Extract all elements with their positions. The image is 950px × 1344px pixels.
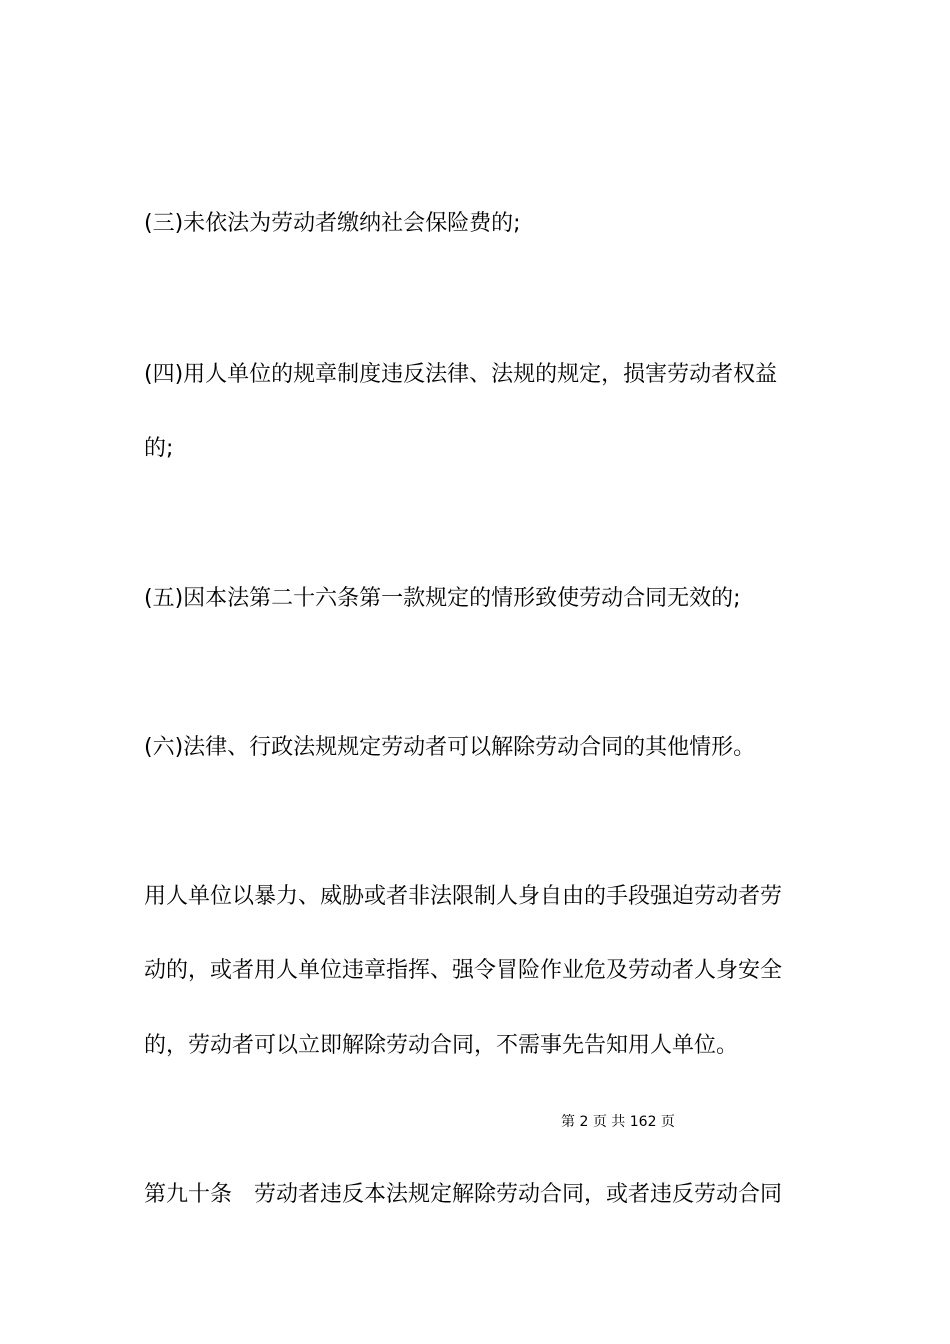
paragraph-line: (五)因本法第二十六条第一款规定的情形致使劳动合同无效的;	[144, 586, 741, 611]
paragraph-line: (六)法律、行政法规规定劳动者可以解除劳动合同的其他情形。	[144, 735, 756, 760]
paragraph-line: 的，劳动者可以立即解除劳动合同，不需事先告知用人单位。	[144, 1033, 739, 1058]
paragraph-line: 的;	[144, 436, 174, 461]
page-number-footer: 第 2 页 共 162 页	[561, 1114, 675, 1130]
article-heading-line: 第九十条 劳动者违反本法规定解除劳动合同，或者违反劳动合同	[144, 1182, 783, 1207]
paragraph-line: (三)未依法为劳动者缴纳社会保险费的;	[144, 211, 521, 236]
paragraph-line: 用人单位以暴力、威胁或者非法限制人身自由的手段强迫劳动者劳	[144, 884, 783, 909]
paragraph-line: (四)用人单位的规章制度违反法律、法规的规定，损害劳动者权益	[144, 362, 778, 387]
paragraph-line: 动的，或者用人单位违章指挥、强令冒险作业危及劳动者人身安全	[144, 958, 783, 983]
